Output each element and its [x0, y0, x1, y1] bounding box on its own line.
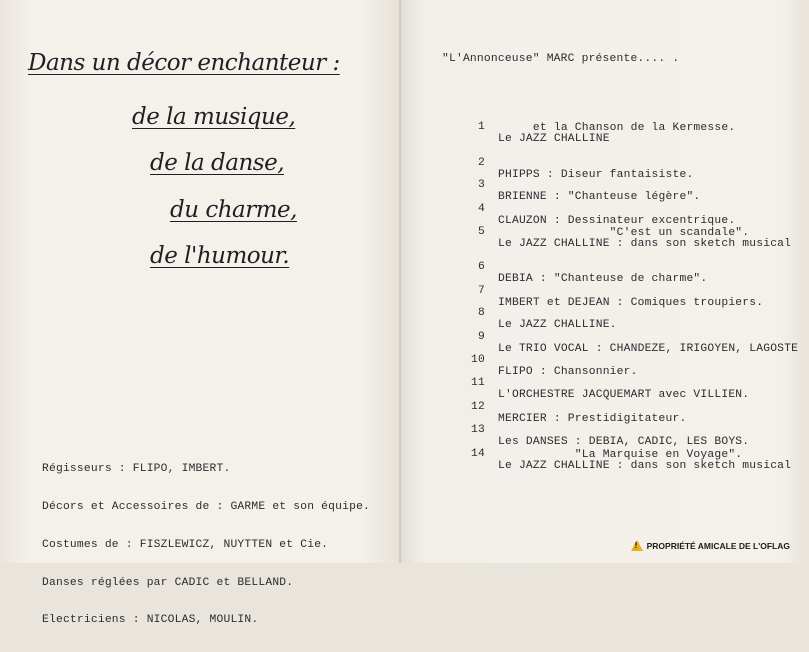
program-text: Le JAZZ CHALLINE	[498, 133, 610, 145]
program-text: Le JAZZ CHALLINE.	[498, 319, 617, 331]
program-text-continued: "La Marquise en Voyage".	[498, 449, 743, 461]
program-number: 1	[478, 121, 485, 133]
program-number: 7	[478, 285, 485, 297]
program-number: 2	[478, 157, 485, 169]
program-number: 10	[471, 354, 485, 366]
ownership-watermark	[631, 540, 790, 551]
program-number: 3	[478, 179, 485, 191]
script-line-music: de la musique,	[132, 104, 296, 130]
warning-triangle-icon	[631, 540, 643, 551]
program-number: 8	[478, 307, 485, 319]
announcer-line: "L'Annonceuse" MARC présente.... .	[442, 53, 680, 65]
program-text: BRIENNE : "Chanteuse légère".	[498, 191, 701, 203]
program-number: 12	[471, 401, 485, 413]
credit-line: Costumes de : FISZLEWICZ, NUYTTEN et Cie.	[42, 538, 329, 551]
program-number: 4	[478, 203, 485, 215]
program-text: Le TRIO VOCAL : CHANDEZE, IRIGOYEN, LAGOSTE	[498, 343, 799, 355]
program-text: Le JAZZ CHALLINE : dans son sketch musical	[498, 460, 792, 472]
program-number: 9	[478, 331, 485, 343]
program-text-continued: et la Chanson de la Kermesse.	[498, 122, 736, 134]
credit-line: Décors et Accessoires de : GARME et son équipe.	[42, 500, 371, 513]
script-line-dance: de la danse,	[150, 150, 284, 176]
program-text: PHIPPS : Diseur fantaisiste.	[498, 169, 694, 181]
program-number: 5	[478, 226, 485, 238]
program-text: CLAUZON : Dessinateur excentrique.	[498, 215, 736, 227]
script-line-charm: du charme,	[170, 197, 297, 223]
program-text: DEBIA : "Chanteuse de charme".	[498, 273, 708, 285]
program-item	[469, 436, 809, 496]
credit-line: Danses réglées par CADIC et BELLAND.	[42, 576, 294, 589]
program-text: Le JAZZ CHALLINE : dans son sketch musical	[498, 238, 792, 250]
left-page	[0, 0, 400, 627]
program-text: FLIPO : Chansonnier.	[498, 366, 638, 378]
program-text: MERCIER : Prestidigitateur.	[498, 413, 687, 425]
watermark-text: PROPRIÉTÉ AMICALE DE L'OFLAG	[646, 540, 790, 551]
program-text-continued: "C'est un scandale".	[498, 227, 750, 239]
program-number: 6	[478, 261, 485, 273]
program-number: 14	[471, 448, 485, 460]
program-number: 11	[471, 377, 485, 389]
credit-line: Régisseurs : FLIPO, IMBERT.	[42, 463, 231, 476]
script-heading: Dans un décor enchanteur :	[28, 50, 340, 76]
program-text: Les DANSES : DEBIA, CADIC, LES BOYS.	[498, 436, 750, 448]
credits-block	[42, 438, 370, 652]
program-text: L'ORCHESTRE JACQUEMART avec VILLIEN.	[498, 389, 750, 401]
program-text: IMBERT et DEJEAN : Comiques troupiers.	[498, 297, 764, 309]
credit-line: Electriciens : NICOLAS, MOULIN.	[42, 614, 259, 627]
program-number: 13	[471, 424, 485, 436]
script-line-humour: de l'humour.	[150, 243, 290, 269]
